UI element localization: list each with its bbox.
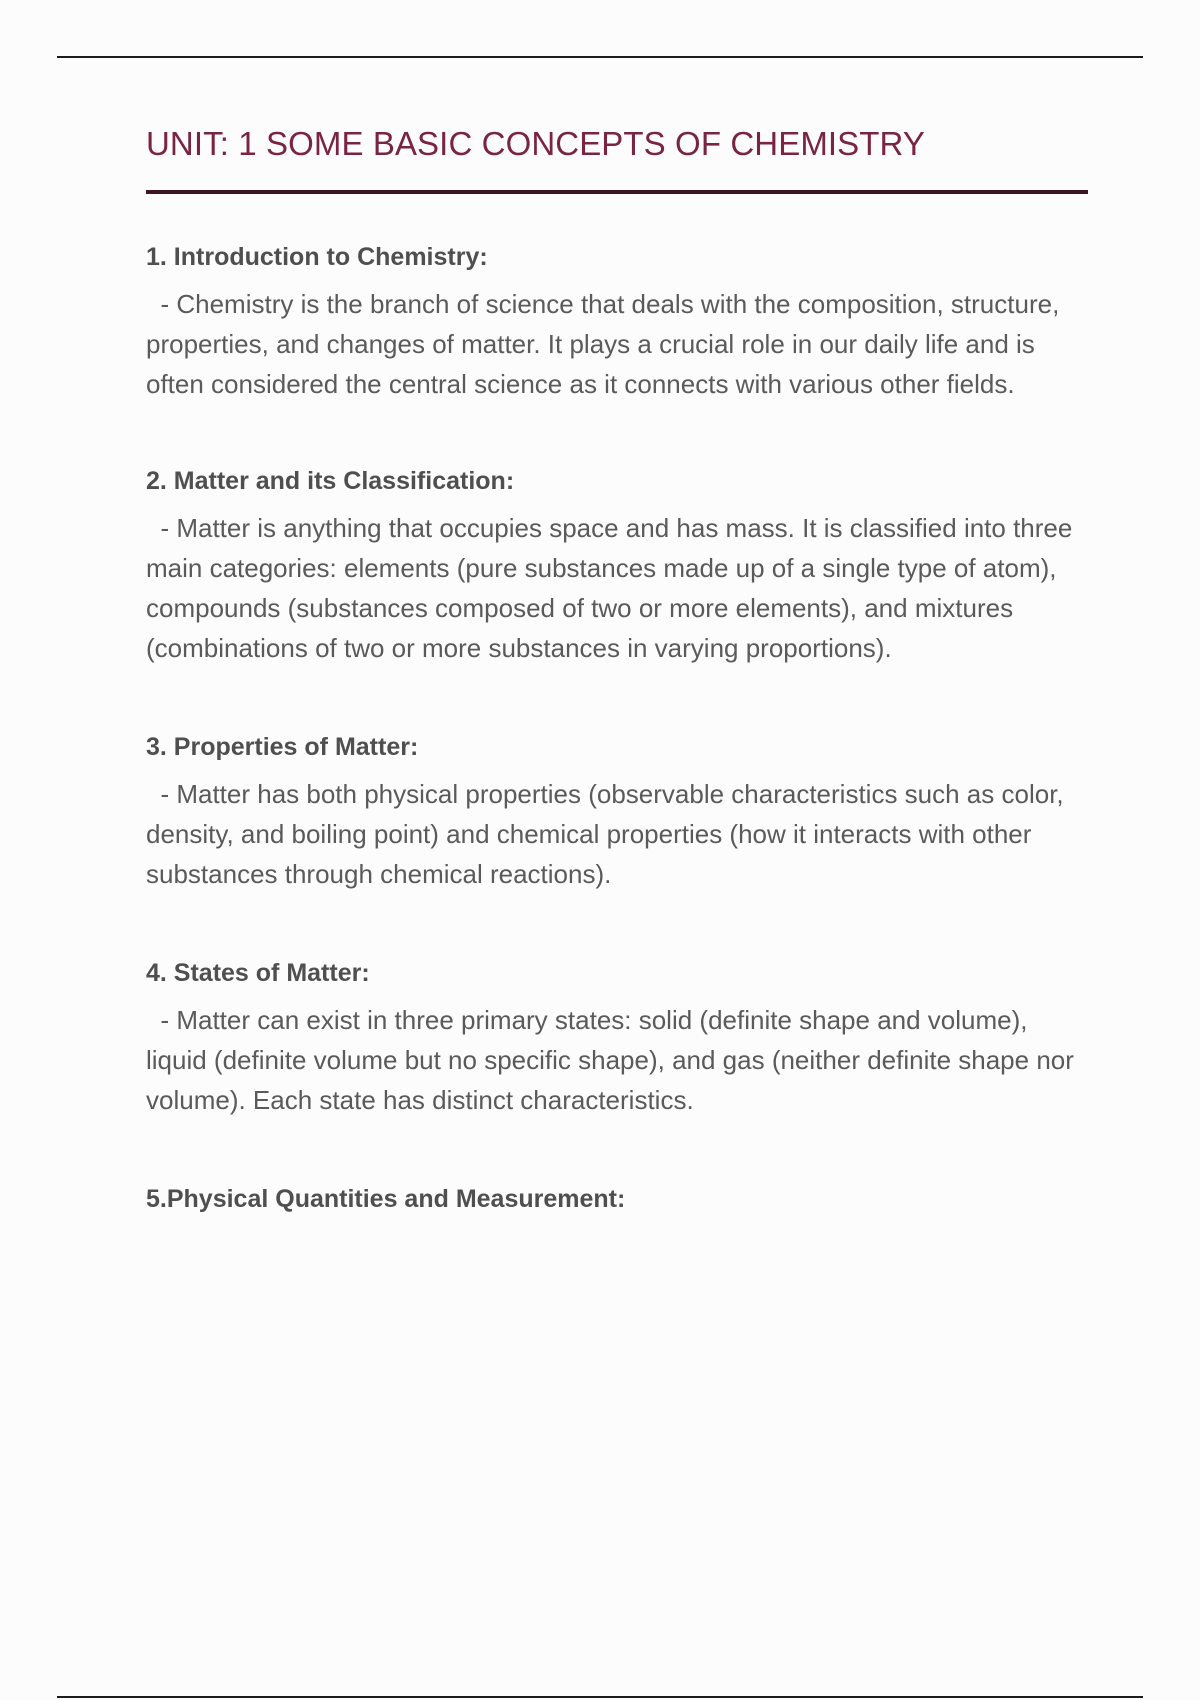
section-body — [146, 1000, 1086, 1120]
page-bottom-rule — [57, 1696, 1143, 1698]
section-heading: 3. Properties of Matter: — [146, 733, 419, 761]
section-introduction — [146, 240, 1086, 404]
section-heading: 1. Introduction to Chemistry: — [146, 243, 488, 271]
section-body-text: - Matter has both physical properties (observable characteristics such as color, density, and boiling point) and chemical properties (how it interacts with other substances through chemical reactions). — [146, 779, 1064, 889]
section-body-text: - Matter can exist in three primary states: solid (definite shape and volume), liquid (definite volume but no specific shape), and gas (neither definite shape nor volume). Each state has distinct characteristics. — [146, 1005, 1074, 1115]
section-heading: 4. States of Matter: — [146, 959, 370, 987]
section-properties-of-matter — [146, 730, 1086, 894]
section-body-text: - Matter is anything that occupies space and has mass. It is classified into three main categories: elements (pure substances made up of a single type of atom), compounds (substances composed of two or more elements), and mixtures (combinations of two or more substances in varying proportions). — [146, 513, 1073, 663]
document-content — [146, 120, 1086, 1216]
section-body — [146, 508, 1086, 668]
title-underline — [146, 190, 1088, 194]
page-top-rule — [57, 56, 1143, 58]
section-matter-classification — [146, 464, 1086, 668]
section-body — [146, 284, 1086, 404]
section-physical-quantities — [146, 1182, 1086, 1216]
unit-title: UNIT: 1 SOME BASIC CONCEPTS OF CHEMISTRY — [146, 125, 926, 162]
section-body — [146, 774, 1086, 894]
section-body-text: - Chemistry is the branch of science that deals with the composition, structure, properties, and changes of matter. It plays a crucial role in our daily life and is often considered the central science as it connects with various other fields. — [146, 289, 1060, 399]
section-states-of-matter — [146, 956, 1086, 1120]
section-heading: 2. Matter and its Classification: — [146, 467, 515, 495]
section-heading: 5.Physical Quantities and Measurement: — [146, 1185, 626, 1213]
